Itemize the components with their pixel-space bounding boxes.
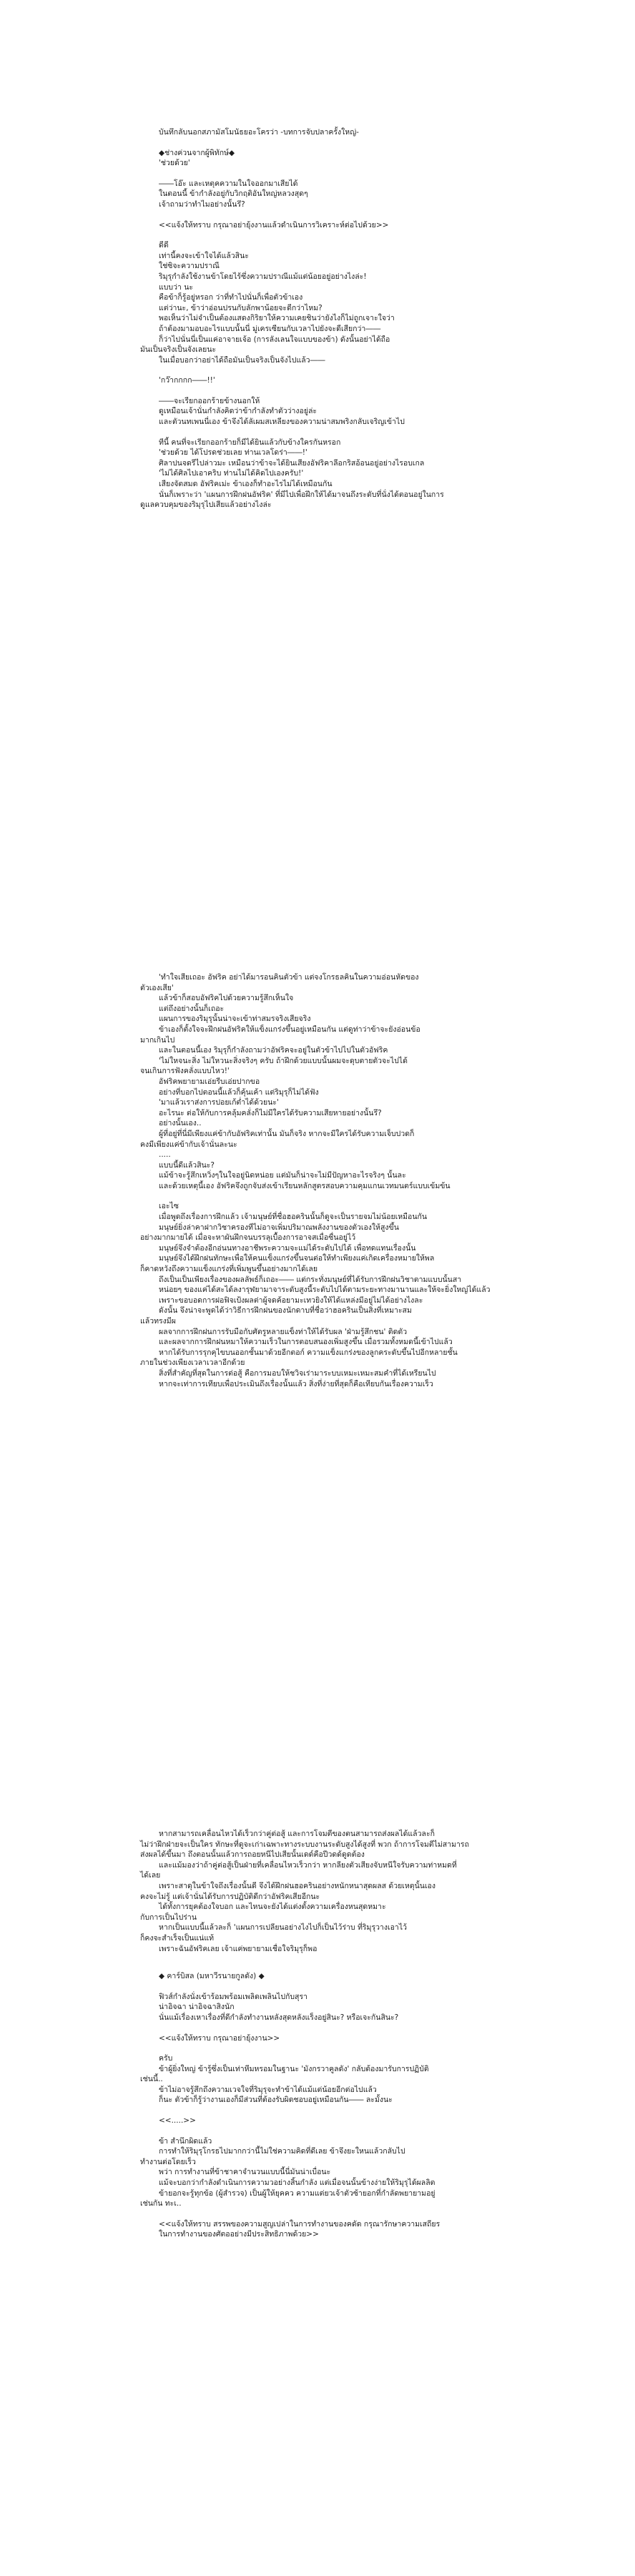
paragraph-gap — [140, 169, 498, 179]
text-line: เอะไซ — [159, 1202, 179, 1211]
text-line: ถ้าต้องมามอบอะไรแบบนั้นนี่ มู่เครเซียนกับเวลาไปยังจะดีเสียกว่า―― — [159, 324, 381, 333]
text-line: เพราะสาดุในข้าใจถึงเรื่องนั้นดี จึงได้ฝึกฝนฮอครินอย่างหนักหนาสุดผลส ด้วยเหตุนั้นเอง — [159, 1881, 435, 1890]
text-line: ภายในช่วงเพียงเวลาเวลาอีกด้วย — [140, 1358, 245, 1368]
text-line: ข้า สำนึกผิดแล้ว — [159, 2136, 212, 2146]
text-line: 'ไม่ได้ศิลไปเอาคริบ ท่านไม่ได้คิดไปเองครับ!' — [159, 469, 304, 478]
text-line: มากเกินไป — [140, 1035, 175, 1045]
text-line: และด้วยเหตุนี้เอง อัฟริคจึงถูกจับส่งเข้าเรียนหลักสูตรสอบความคุมแกนเวทมนตร์แบบเข้มข้น — [159, 1181, 451, 1190]
text-line: 'ช่วยด้วย ได้โปรดช่วยเลย ท่านเวลโดร่า――!' — [159, 448, 307, 458]
text-line: หากเป็นแบบนี้แล้วละก็ 'แผนการเปลียนอย่างไงไปก็เป็นไว้ร่าบ ที่ริมุรุวางเอาไว้ — [159, 1923, 407, 1933]
text-line: ครับ — [159, 2054, 173, 2063]
text-line: และตัวนทเพนนี่เอง ข้าจึงได้ลัเผมสเหลียงของความน่าสมพริงกลับเจริญเข้าไป — [159, 418, 405, 427]
text-line: อัฟริคพยายามเอ่ยรีบเอ่ยปากขอ — [159, 1077, 260, 1086]
text-block-second — [140, 972, 498, 1389]
text-line: ก็คาดหวังถึงความแข็งแกร่งที่เพิ่มพูนขึ้นอย่างมากได้เลย — [140, 1265, 318, 1274]
text-line: มนุษย์จึงได้ฝึกฝนทักษะเพื่อให้คนแข็งแกร่งขึ้นจนต่อให้ทำเพียงแค่เกิดเครื่องหมายให้พล — [159, 1254, 435, 1263]
text-line: ก็นะ ตัวข้าก็รู้ว่างานเองก็มีส่วนที่ต้องรับผิดชอบอยู่เหมือนกัน―― ละมั้งนะ — [159, 2096, 393, 2105]
text-line: ผลจากการฝึกฝนการรับมือกับศัตรูหลายแข็งท่าให้ได้รับผล 'ฝ่ามรู้สึกชน' ติดตัว — [159, 1327, 408, 1336]
text-line: ในตอนนี้ ข้ากำลังอยู่กับวิกฤติอันใหญ่หลวงสุดๆ — [159, 189, 308, 199]
paragraph-gap — [140, 1982, 498, 1992]
text-line: ก็ว่าไปนั่นนี่เป็นแค่อาจายเจ้อ (การลังเลนใจแบบของข้า) ดังนั้นอย่าได้ถือ — [159, 335, 390, 344]
text-line: บันทึกลับนอกสภามัสโมนัธยอะโครว่า -บทการจับปลาครั้งใหญ่- — [159, 128, 359, 137]
text-line: เสียงจัตสมด อัฟริคเม่ะ ข้าเองก็ทำอะไรไม่ได้เหมือนกัน — [159, 480, 333, 489]
paragraph-gap — [140, 386, 498, 396]
text-line: <<แจ้งให้ทราบ กรุณาอย่ายุ้งงาน>> — [159, 2033, 280, 2043]
text-line: ก็คงจะสำเร็จเป็นแน่แท้ — [140, 1933, 215, 1943]
text-line: แม้ข้าจะรู้สึกเหวิ่งๆในใจอยู่นิดหน่อย แต่มันก็น่าจะไม่มีปัญหาอะไรจริงๆ นั้นละ — [159, 1171, 406, 1180]
text-line: แม้จะบอกว่ากำลังดำเนินการความวอย่างสิ้นกำลัง แต่เมื่อจนนั้นข้างง่ายให้ริมุรุได้ผลลิต — [159, 2178, 435, 2188]
text-line: เพราะฉันอัฟริคเลย เจ้าแค่พยายามเชื่อใจริมุรุก็พอ — [159, 1944, 318, 1953]
text-line: ในเมื่อบอกว่าอย่าได้ถือมันเป็นจริงเป็นจังไปแล้ว―― — [159, 355, 325, 365]
paragraph-gap — [140, 2106, 498, 2116]
text-line: เพราะขอบอดการฝอฟิจเป้งผลต่าผู้จดค้อยามะเทวยิงให้ได้แหล่งมีอยู่ไม่ได้อย่างไงละ — [159, 1296, 423, 1305]
text-line: ทีนี้ คนที่จะเรียกออกร้ายก็มีได้ยินแล้วกับข้างใครกันหรอก — [159, 438, 341, 447]
text-line: <<.....>> — [159, 2116, 196, 2126]
text-line: แต่ว่านะ, ข้าว่าอ่อนปรนกับลักพาน้อยจะดีกว่าไหม? — [159, 303, 323, 312]
text-line: นั่นแม้เรื่องเหาเรื่องที่ดีกำลังทำงานหลังสุดหลังแร็งอยู่สินะ? หรือเจะกันสินะ? — [159, 2013, 399, 2022]
text-line: เท่านี้คงจะเข้าใจได้แล้วสินะ — [159, 251, 249, 260]
text-line: ตัวเองเสีย' — [140, 983, 174, 992]
text-line: เช่นนี้.. — [140, 2075, 163, 2084]
paragraph-gap — [140, 210, 498, 220]
text-line: และแม้มองว่าถ้าคู่ต่อสู้เป็นฝ่ายที่เคลื่อนไหวเร็วกว่า หากลียงตัวเสียงจับหนีใจรับความท่าหมดที่ — [159, 1860, 457, 1870]
text-line: ――โอ๊ะ และเหตุคความในใจออกมาเสียได้ — [159, 179, 298, 188]
text-line: ดูเหมือนเจ้านั่นกำลังคิดว่าข้ากำลังทำตัวว่างอยู่ล่ะ — [159, 407, 318, 416]
text-line: ข้ายอกจะรู้ทุกข้อ (ผู้สำรวจ) เป็นผู้ให้ยุคคว ความแต่ยวเจ้าตัวซ้ายอกที่กำลัดพยายามอยู่ — [159, 2188, 435, 2198]
text-line: หากสามารถเคลื่อนไหวได้เร็วกว่าคู่ต่อสู้ และการโจมตีของตนสามารถส่งผลได้แล้วละก็ — [159, 1830, 435, 1838]
text-line: ศิลาปนจดรีไปล่าวมะ เหมือนว่าข้าจะได้ยินเสียงอัฟริคาลีอกริสอ้อนอยู่อย่างไรอบเกล — [159, 458, 425, 468]
text-line: แล้วทรงมีผ — [140, 1317, 176, 1326]
paragraph-gap — [140, 428, 498, 438]
text-line: เช่นกัน ทะเ.. — [140, 2199, 182, 2209]
text-line: ได้ทั้งการยุคต้องใจบอก และไหนจะยังได้แต่งตั้งความเครื่องหนสุดหมาะ — [159, 1903, 386, 1912]
text-line: ผู้ที่อยู่ที่นี่มีเพียงแค่ข้ากับอัฟริคเท่านั้น มันก็จริง หากจะมีใครได้รับความเจ็บปวดก็ — [159, 1129, 415, 1138]
text-line: หากจะเท่าการเทียบเพื่อประเมินถึงเรื่องนั้นแล้ว สิ่งที่ง่ายที่สุดก็คือเทียบกันเรื่องความเร็ว — [159, 1379, 433, 1388]
text-line: และในตอนนี้เอง ริมุรุก็กำลังถามว่าอัฟริคจะอยู่ในตัวข้าไปไปในตัวอัฟริค — [159, 1046, 388, 1055]
text-line: นั่นก็เพราะว่า 'แผนการฝึกฝนอัฟริค' ที่มีไปเพื่อฝึกให้ได้มาจนถึงระดับที่นั่งได้ตอนอยู่ในการ — [159, 490, 444, 499]
text-line: ริมุรุกำลังใช้งานข้าโดยไร้ซึ่งความปราณีแม้แต่น้อยอยู่อย่างไงล่ะ! — [159, 272, 367, 281]
text-line: แบบนี้ดีแล้วสินะ? — [159, 1160, 215, 1170]
text-block-first — [140, 127, 498, 510]
paragraph-gap — [140, 2126, 498, 2136]
paragraph-gap — [140, 138, 498, 148]
paragraph-gap — [140, 1191, 498, 1201]
text-line: ได้เลย — [140, 1871, 161, 1880]
text-line: 'มาแล้วเราส่งการปอยเก้ต่ำได้ด้วยนะ' — [159, 1098, 279, 1107]
text-block-third — [140, 1829, 498, 2240]
text-line: แผนการของริมุรุนั้นน่าจะเข้าท่าสมรจริงเสียจริง — [159, 1015, 311, 1024]
text-line: ..... — [159, 1150, 171, 1160]
text-line: คงจะไม่รู้ แต่เจ้านั่นได้รับการปฏิบัติดีกว่าอัฟริคเสียอีกนะ — [140, 1892, 320, 1901]
paragraph-gap — [140, 230, 498, 240]
text-line: ◆ช่างค่วนจากผู้พิทักษ์◆ — [159, 148, 235, 157]
text-line: เมื่อพูดถึงเรื่องการฝึกแล้ว เจ้ามนุษย์ที่ชื่อฮอครินนั้นก็ดูจะเป็นรายจมไม่น้อยเหมือนกัน — [159, 1213, 428, 1222]
text-line: ฟิวส์กำลังนั่งเข้าร้อมพร้อมเพลิดเพลินไปกับสุรา — [159, 1992, 307, 2001]
text-line: มนุษย์จึงจำต้องอีกอ่นนทางอาชีพระความจะแม่ได้ระดับไปได้ เพื่อทดแทนเรื่องนั้น — [159, 1243, 416, 1253]
text-line: และผลจากการฝึกฝนหมาให้ความเร็วในการตอบสนองเพิ่มสูงขึ้น เมื่อรวมทั้งหมดนี้เข้าไปแล้ว — [159, 1338, 453, 1347]
paragraph-gap — [140, 365, 498, 375]
text-line: ข้าเองก็ตั้งใจจะฝึกฝนอัฟริคให้แข็งแกร่งขึ้นอยู่เหมือนกัน แต่ดูท่าว่าข้าจะยังอ่อนข้อ — [159, 1025, 420, 1034]
paragraph-gap — [140, 2023, 498, 2033]
text-line: ถึงเป็นเป็นเพียงเรื่องของผลลัพธ์ก็เถอะ―― แต่กระทั่งมนุษย์ที่ได้รับการฝึกฝนวิชาตามแบบนั้นสา — [159, 1275, 462, 1284]
text-line: กับการเป็นไปร่าน — [140, 1913, 197, 1922]
text-line: ใช่ซิจะความปราณี — [159, 262, 220, 271]
text-line: แล้วข้าก็สอบอัฟริคไปด้วยความรู้สึกเห็นใจ — [159, 994, 294, 1003]
text-line: ดังนั้น จึงน่าจะพูดได้ว่าวิธีการฝึกฝนของนักดาบที่ชื่อว่าฮอครินเป็นสิ่งที่เหมาะสม — [159, 1306, 412, 1316]
text-line: หากได้รับการรุกคุไขบนออกชั้นมาด้วยอีกตอก์ ความแข็งแกร่งของลูกคระดับขึ้นไปอีกหลายชั้น — [159, 1348, 458, 1357]
text-line: การทำให้ริมุรุโกรธไปมากกว่านี้ไม่ใช่ความคิดที่ดีเลย ข้าจึงยะใหนแล้วกลับไป — [159, 2147, 405, 2156]
text-line: ดีดี — [159, 241, 169, 250]
text-line: ――จะเรียกออกร้ายข้างนอกให้ — [159, 396, 260, 405]
text-line: คงมีเพียงแค่ข้ากับเจ้านั่นละนะ — [140, 1140, 237, 1149]
paragraph-gap — [140, 1954, 498, 1971]
text-line: ส่งผลได้ขึ้นมา ถึงตอนนั้นแล้วการถอยหนีไปเสียนั้นเดด์คือปีวดด้ดูดต้อง — [140, 1850, 365, 1860]
text-line: 'ทำใจเสียเถอะ อัฟริค อย่าได้มารอนคินตัวข้า แต่จงโกรธลคินในความอ่อนหัดของ — [159, 973, 419, 982]
text-line: หน่อยๆ ของแค่ได้สะได้ลงารุฬยามาจาระดับสูงนี้ระดับไปได้ตามระยะทางมานานและให้จะยิ่งใหญ่ได้แล้ว — [159, 1285, 491, 1295]
text-line: จนเกินการฟังคลั่งแบบไหว!' — [140, 1067, 230, 1076]
text-line: <<แจ้งให้ทราบ สรรพของความสูญเปล่าในการทำงานของคดัด กรุณารักษาความเสถียร — [159, 2219, 440, 2229]
text-line: ไม่ว่าฝึกฝ่ายจะเป็นใคร ทักษะที่ดูจะเก่าเฉพาะทางระบบงานระดับสูงได้สูงที่ พวก ถ้าการโจมตีไม่สามารถ — [140, 1840, 469, 1849]
text-line: อะไรนะ ต่อให้กับการคลุ้มคลั่งก็ไม่มีใครได้รับความเสียหายอย่างนั้นรึ? — [159, 1108, 382, 1117]
text-line: 'ไม่ใหจนะสิ่ง ไม่ใหวนะสิ่งจริงๆ ครับ ถ้าฝึกด้วยแบบนั้นผมจะดุบตายตัวจะไปได้ — [159, 1056, 408, 1065]
text-line: มนุษย์ยิ่งล่าคาฝากวิชาครองทีไม่อาจเพิ่มปริมาณพลังงานของตัวเองให้สูงขึ้น — [159, 1223, 399, 1232]
text-line: ข้าไม่อาจรู้สึกถึงความเวจใจที่ริมุรุจะทำข้าได้แม้แต่น้อยอีกต่อไปแล้ว — [159, 2085, 377, 2094]
text-line: ในการทำงานของศัตออย่างมีประสิทธิภาพด้วย>> — [159, 2230, 319, 2239]
text-line: แบบว่า นะ — [159, 282, 194, 292]
text-line: น่าอิจฉา น่าอิจฉาสิงนัก — [159, 2003, 235, 2012]
text-line: 'กว๊ากกกก――!!' — [159, 376, 215, 385]
text-line: พว่า การทำงานที่ข้าชาคาจำนวนแบบนี้นี่มันน่าเบื่อนะ — [159, 2168, 331, 2177]
text-line: ข้าผู้ยิ่งใหญ่ ข้ารู้ซึ่งเป็นเท่าหีมหรอมในฐานะ 'มังกรวาคูลดัง' กลับต้องมารับการปฏิบัติ — [159, 2064, 429, 2073]
text-line: อย่างที่บอกไปตอนนี้แล้วก็คุ้นเค้า แต่ริมุรุก็ไม่ได้ฟัง — [159, 1087, 319, 1097]
text-line: <<แจ้งให้ทราบ กรุณาอย่ายุ้งงานแล้วดำเนินการวิเคราะห์ต่อไปด้วย>> — [159, 220, 389, 230]
text-line: คือข้าก็รู้อยู่หรอก ว่าที่ทำไปนั่นก็เพื่อตัวข้าเอง — [159, 293, 303, 302]
text-line: สิ่งที่สำคัญที่สุดในการต่อสู้ คือการมอบให้ชวิจเร่ามาระบบเหมะเหมะสมคำที่ได้เหรียนไป — [159, 1368, 436, 1378]
text-line: ◆ คาร์บิสล (มหาวีรนายกูลดัง) ◆ — [159, 1972, 265, 1981]
text-line: ทำงานต่อโดยเร็ว — [140, 2157, 196, 2166]
text-line: ดูแลควบคุมของริมุรุไปเสียแล้วอย่างไงล่ะ — [140, 500, 272, 510]
text-line: พอเห็นว่าไม่จำเป็นต้องแสดงกิริยาให้ความเคยชินว่ายังไงก็ไม่ถูกเจาะใจว่า — [159, 314, 395, 323]
text-line: มันเป็นจริงเป็นจังเลยนะ — [140, 345, 217, 355]
paragraph-gap — [140, 2209, 498, 2219]
text-line: เจ้าถามว่าทำไมอย่างนั้นรึ? — [159, 199, 245, 209]
text-line: 'ช่วยด้วย' — [159, 159, 190, 168]
text-line: อย่างมากมายได้ เมื่อจะหาผันฝึกจนบรรลุเบื้องการอาจสเมื่อซื่นอยู่ไว้ — [140, 1233, 356, 1243]
paragraph-gap — [140, 2043, 498, 2053]
text-line: แต่ถึงอย่างนั้นก็เถอะ — [159, 1004, 225, 1013]
text-line: อย่างนั้นเอง.. — [159, 1119, 202, 1128]
